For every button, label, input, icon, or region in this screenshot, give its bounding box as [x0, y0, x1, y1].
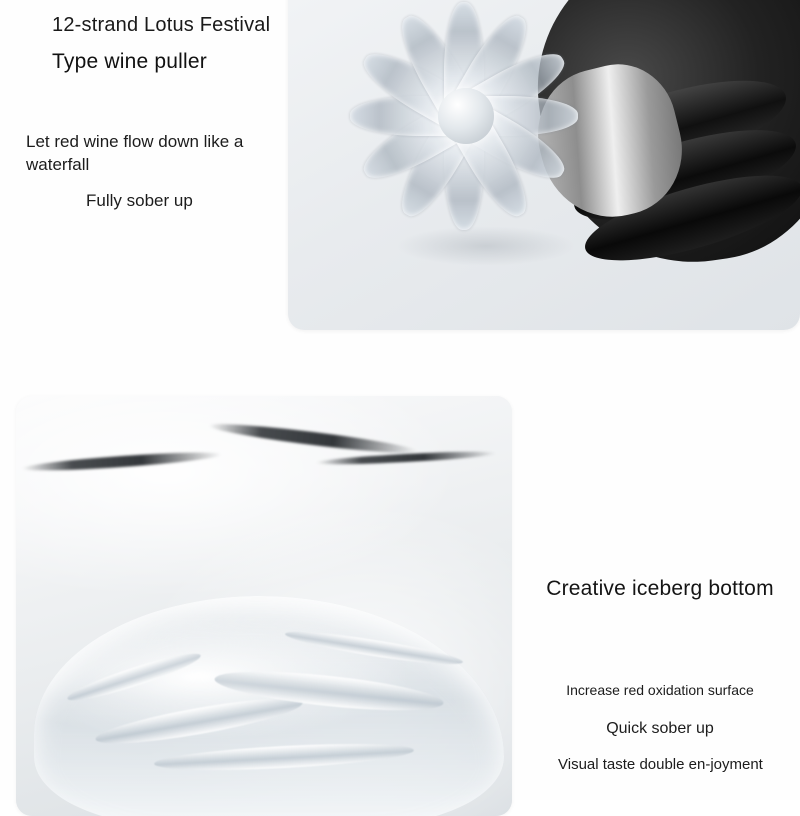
bottom-feature-3: Visual taste double en-joyment: [558, 756, 763, 773]
top-feature-section: [0, 0, 800, 345]
top-headline-line2: Type wine puller: [52, 50, 207, 73]
lotus-shadow: [396, 226, 576, 266]
top-subline-1: Let red wine flow down like a waterfall: [26, 132, 244, 174]
lotus-core: [438, 88, 494, 144]
crystal-lotus-head: [356, 0, 606, 256]
bottom-heading: Creative iceberg bottom: [546, 577, 774, 600]
top-subline-2: Fully sober up: [86, 191, 193, 210]
ice-ridge: [154, 739, 415, 775]
bottom-product-photo: [16, 396, 512, 816]
bottom-feature-section: [0, 360, 800, 800]
top-headline-line1: 12-strand Lotus Festival: [52, 14, 271, 36]
bottom-feature-1: Increase red oxidation surface: [566, 682, 754, 698]
top-product-photo: [288, 0, 800, 330]
ice-ridge: [93, 690, 304, 752]
bottom-text-block: [520, 575, 800, 774]
ice-ridge: [65, 647, 204, 707]
top-text-block: [26, 12, 296, 212]
bottom-feature-2: Quick sober up: [606, 720, 714, 737]
